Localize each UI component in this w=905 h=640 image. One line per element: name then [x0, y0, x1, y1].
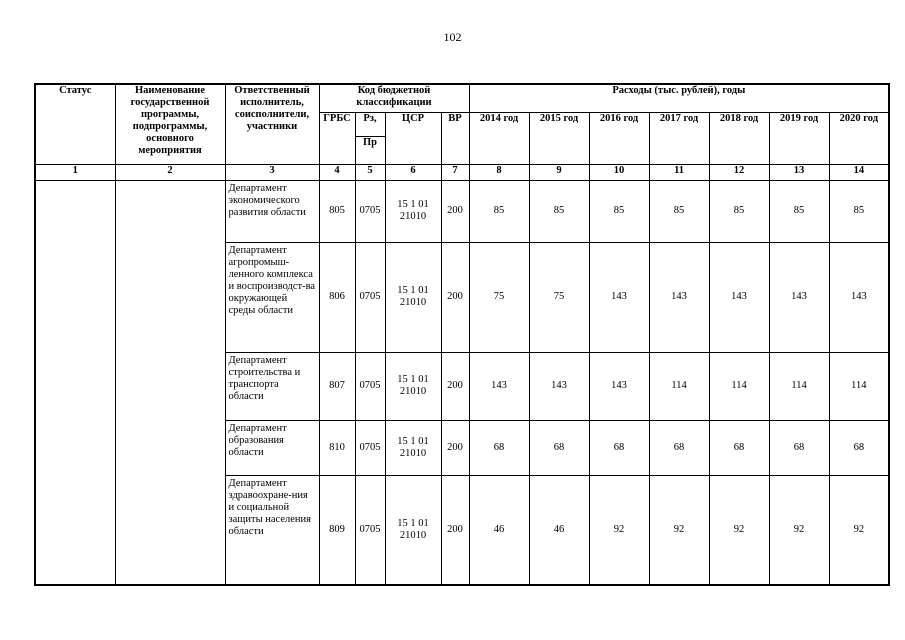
csr-line-1: 15 1 01 [397, 285, 429, 296]
budget-table [34, 83, 890, 586]
value-cell: 143 [589, 242, 649, 352]
value-cell: 114 [709, 352, 769, 420]
column-number: 6 [385, 164, 441, 180]
value-cell: 114 [769, 352, 829, 420]
value-cell: 75 [469, 242, 529, 352]
header-rz: Рз, [355, 112, 385, 136]
rzpr-cell: 0705 [355, 180, 385, 242]
value-cell: 85 [469, 180, 529, 242]
grbs-cell: 805 [319, 180, 355, 242]
column-number: 9 [529, 164, 589, 180]
vr-cell: 200 [441, 475, 469, 585]
header-budget-code: Код бюджетной классификации [319, 84, 469, 112]
column-number: 14 [829, 164, 889, 180]
value-cell: 68 [769, 420, 829, 475]
csr-line-1: 15 1 01 [397, 517, 429, 529]
header-year: 2018 год [709, 112, 769, 164]
table-row [35, 180, 889, 242]
value-cell: 92 [709, 475, 769, 585]
column-number: 3 [225, 164, 319, 180]
value-cell: 114 [649, 352, 709, 420]
value-cell: 143 [709, 242, 769, 352]
csr-line-2: 21010 [399, 386, 427, 397]
header-name: Наименование государственной программы, подпрограммы, основного мероприятия [115, 84, 225, 164]
header-grbs: ГРБС [319, 112, 355, 164]
column-number: 10 [589, 164, 649, 180]
column-number: 5 [355, 164, 385, 180]
header-csr: ЦСР [385, 112, 441, 164]
grbs-cell: 807 [319, 352, 355, 420]
csr-line-2: 21010 [399, 297, 427, 308]
csr-line-1: 15 1 01 [397, 199, 429, 210]
org-name: Департамент агропромыш-ленного комплекса и воспроизводст-ва окружающей среды области [225, 242, 319, 352]
value-cell: 68 [469, 420, 529, 475]
column-number: 13 [769, 164, 829, 180]
csr-line-2: 21010 [399, 211, 427, 222]
program-name-cell [115, 180, 225, 585]
csr-cell [385, 352, 441, 420]
csr-cell [385, 180, 441, 242]
org-name: Департамент образования области [225, 420, 319, 475]
csr-line-2: 21010 [399, 529, 427, 541]
value-cell: 92 [589, 475, 649, 585]
org-name: Департамент экономического развития области [225, 180, 319, 242]
value-cell: 143 [529, 352, 589, 420]
csr-cell [385, 420, 441, 475]
org-name: Департамент строительства и транспорта области [225, 352, 319, 420]
header-pr: Пр [355, 136, 385, 164]
header-vr: ВР [441, 112, 469, 164]
header-status: Статус [35, 84, 115, 164]
header-year: 2019 год [769, 112, 829, 164]
column-number: 1 [35, 164, 115, 180]
value-cell: 92 [829, 475, 889, 585]
value-cell: 114 [829, 352, 889, 420]
grbs-cell: 806 [319, 242, 355, 352]
header-year: 2015 год [529, 112, 589, 164]
column-number: 2 [115, 164, 225, 180]
value-cell: 85 [709, 180, 769, 242]
value-cell: 143 [769, 242, 829, 352]
rzpr-cell: 0705 [355, 242, 385, 352]
column-number: 7 [441, 164, 469, 180]
csr-line-2: 21010 [399, 447, 427, 459]
value-cell: 85 [829, 180, 889, 242]
csr-cell [385, 475, 441, 585]
header-year: 2014 год [469, 112, 529, 164]
value-cell: 68 [649, 420, 709, 475]
value-cell: 85 [769, 180, 829, 242]
rzpr-cell: 0705 [355, 352, 385, 420]
value-cell: 68 [589, 420, 649, 475]
grbs-cell: 809 [319, 475, 355, 585]
value-cell: 143 [589, 352, 649, 420]
value-cell: 68 [709, 420, 769, 475]
column-number: 12 [709, 164, 769, 180]
vr-cell: 200 [441, 180, 469, 242]
csr-cell [385, 242, 441, 352]
header-expenses: Расходы (тыс. рублей), годы [469, 84, 889, 112]
header-year: 2020 год [829, 112, 889, 164]
vr-cell: 200 [441, 242, 469, 352]
csr-line-1: 15 1 01 [397, 374, 429, 385]
column-number-row [35, 164, 889, 180]
csr-line-1: 15 1 01 [397, 435, 429, 447]
value-cell: 68 [829, 420, 889, 475]
value-cell: 85 [529, 180, 589, 242]
page-number: 102 [443, 30, 462, 44]
column-number: 4 [319, 164, 355, 180]
rzpr-cell: 0705 [355, 420, 385, 475]
value-cell: 143 [649, 242, 709, 352]
org-name: Департамент здравоохране-ния и социальной защиты населения области [225, 475, 319, 585]
value-cell: 143 [469, 352, 529, 420]
status-cell [35, 180, 115, 585]
value-cell: 85 [589, 180, 649, 242]
header-responsible: Ответственный исполнитель, соисполнители, участники [225, 84, 319, 164]
value-cell: 143 [829, 242, 889, 352]
value-cell: 85 [649, 180, 709, 242]
vr-cell: 200 [441, 420, 469, 475]
rzpr-cell: 0705 [355, 475, 385, 585]
grbs-cell: 810 [319, 420, 355, 475]
value-cell: 68 [529, 420, 589, 475]
header-year: 2017 год [649, 112, 709, 164]
value-cell: 46 [529, 475, 589, 585]
value-cell: 92 [769, 475, 829, 585]
value-cell: 46 [469, 475, 529, 585]
value-cell: 92 [649, 475, 709, 585]
vr-cell: 200 [441, 352, 469, 420]
value-cell: 75 [529, 242, 589, 352]
column-number: 8 [469, 164, 529, 180]
column-number: 11 [649, 164, 709, 180]
header-year: 2016 год [589, 112, 649, 164]
